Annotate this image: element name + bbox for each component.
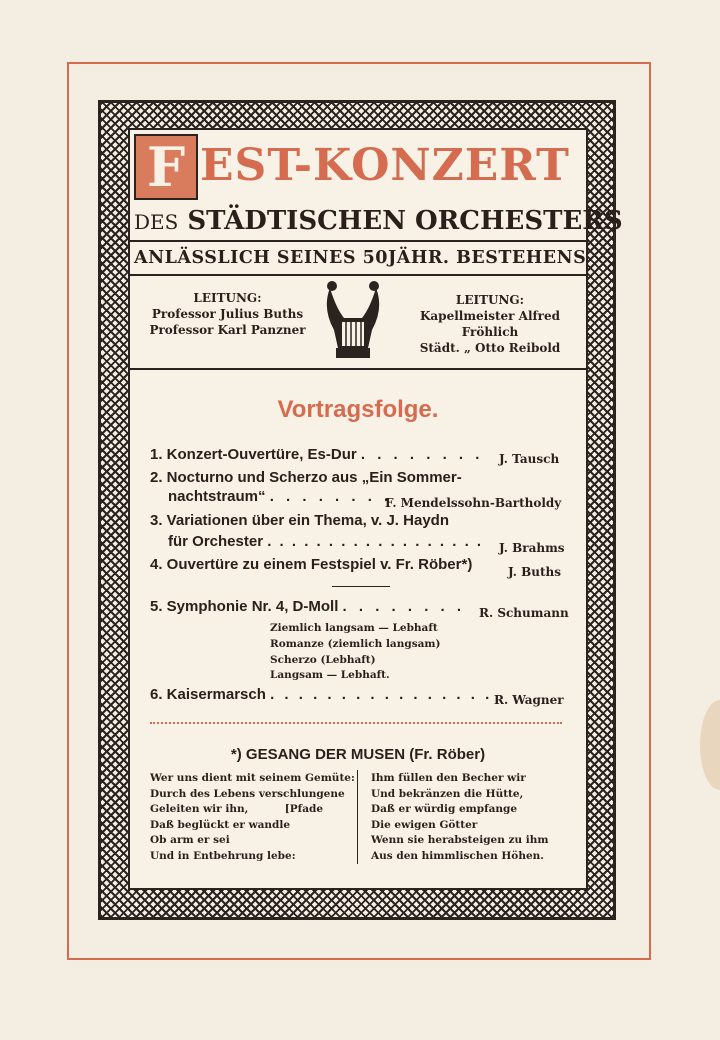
movement: Scherzo (Lebhaft) xyxy=(270,654,376,666)
poem-line: Wenn sie herabsteigen zu ihm xyxy=(371,834,549,846)
program-item-cont xyxy=(168,488,392,505)
composer: J. Buths xyxy=(508,565,561,579)
orchestra-subtitle xyxy=(134,206,623,236)
program-item xyxy=(150,598,465,615)
piece-title: 6. Kaisermarsch xyxy=(150,686,266,703)
piece-title: 3. Variationen über ein Thema, v. J. Haydn xyxy=(150,512,449,529)
poem-line: Wer uns dient mit seinem Gemüte: xyxy=(150,772,355,784)
poem-line: Ob arm er sei xyxy=(150,834,230,846)
divider xyxy=(130,368,586,370)
conductor-name: Kapellmeister Alfred Fröhlich xyxy=(419,309,561,339)
piece-title: 2. Nocturno und Scherzo aus „Ein Sommer- xyxy=(150,469,462,486)
conductor-name: Städt. „ Otto Reibold xyxy=(419,341,561,355)
poem-line: Und bekränzen die Hütte, xyxy=(371,787,524,800)
composer: R. Schumann xyxy=(479,606,569,620)
poem-line: Daß er würdig empfange xyxy=(371,803,518,815)
leader-dots: . . . . . . . . xyxy=(360,446,484,463)
poem-line: Daß beglückt er wandle xyxy=(150,818,291,831)
divider xyxy=(130,240,586,242)
poem-line: Die ewigen Götter xyxy=(371,818,478,831)
program-item xyxy=(150,446,483,463)
composer: J. Brahms xyxy=(499,541,565,555)
leitung-label: LEITUNG: xyxy=(455,293,525,307)
gesang-title: *) GESANG DER MUSEN (Fr. Röber) xyxy=(230,746,486,763)
leader-dots: . . . . . . . . . . . . . . . . . xyxy=(270,686,507,703)
poem-line: Ihm füllen den Becher wir xyxy=(371,772,526,784)
composer: R. Wagner xyxy=(494,693,564,707)
leitung-left xyxy=(140,290,315,338)
leitung-right xyxy=(400,292,580,356)
poem-left xyxy=(150,771,355,864)
piece-title: 4. Ouvertüre zu einem Festspiel v. Fr. Röber*) xyxy=(150,556,473,573)
composer: F. Mendelssohn-Bartholdy xyxy=(385,496,562,510)
short-divider xyxy=(332,586,390,587)
program-item xyxy=(150,686,507,703)
poem-right xyxy=(371,771,549,864)
composer: J. Tausch xyxy=(499,452,560,466)
poem-line: Durch des Lebens verschlungene xyxy=(150,787,345,800)
dotted-divider xyxy=(150,722,562,724)
poem-divider xyxy=(357,770,358,864)
movement: Langsam — Lebhaft. xyxy=(270,669,390,681)
poem-line: Und in Entbehrung lebe: xyxy=(150,849,296,862)
leader-dots: . . . . . . . . . . . . . . . . . . xyxy=(267,533,484,550)
conductor-name: Professor Julius Buths xyxy=(151,307,304,321)
subtitle-prefix: DES xyxy=(134,210,179,234)
decorated-initial xyxy=(134,134,198,200)
poem-line: Aus den himmlischen Höhen. xyxy=(371,849,544,862)
piece-title-cont: nachtstraum“ xyxy=(168,488,266,505)
conductor-name: Professor Karl Panzner xyxy=(149,323,306,337)
movement: Romanze (ziemlich langsam) xyxy=(270,638,441,650)
program-heading: Vortragsfolge. xyxy=(277,396,439,423)
leitung-label: LEITUNG: xyxy=(193,291,262,305)
piece-title-cont: für Orchester xyxy=(168,533,264,550)
subtitle-main: STÄDTISCHEN ORCHESTERS xyxy=(187,206,623,236)
paper-stain xyxy=(700,700,720,790)
poem-line: Geleiten wir ihn, [Pfade xyxy=(150,803,324,815)
piece-title: 1. Konzert-Ouvertüre, Es-Dur xyxy=(150,446,357,463)
initial-letter: F xyxy=(146,135,186,199)
movement: Ziemlich langsam — Lebhaft xyxy=(270,622,438,634)
divider xyxy=(130,274,586,276)
leader-dots: . . . . . . . . xyxy=(269,488,393,505)
program-item-cont xyxy=(168,533,483,550)
occasion-line: ANLÄSSLICH SEINES 50JÄHR. BESTEHENS xyxy=(134,248,587,268)
lyre-icon xyxy=(318,278,388,362)
piece-title: 5. Symphonie Nr. 4, D-Moll xyxy=(150,598,339,615)
concert-title: EST-KONZERT xyxy=(200,140,570,191)
leader-dots: . . . . . . . . xyxy=(342,598,466,615)
